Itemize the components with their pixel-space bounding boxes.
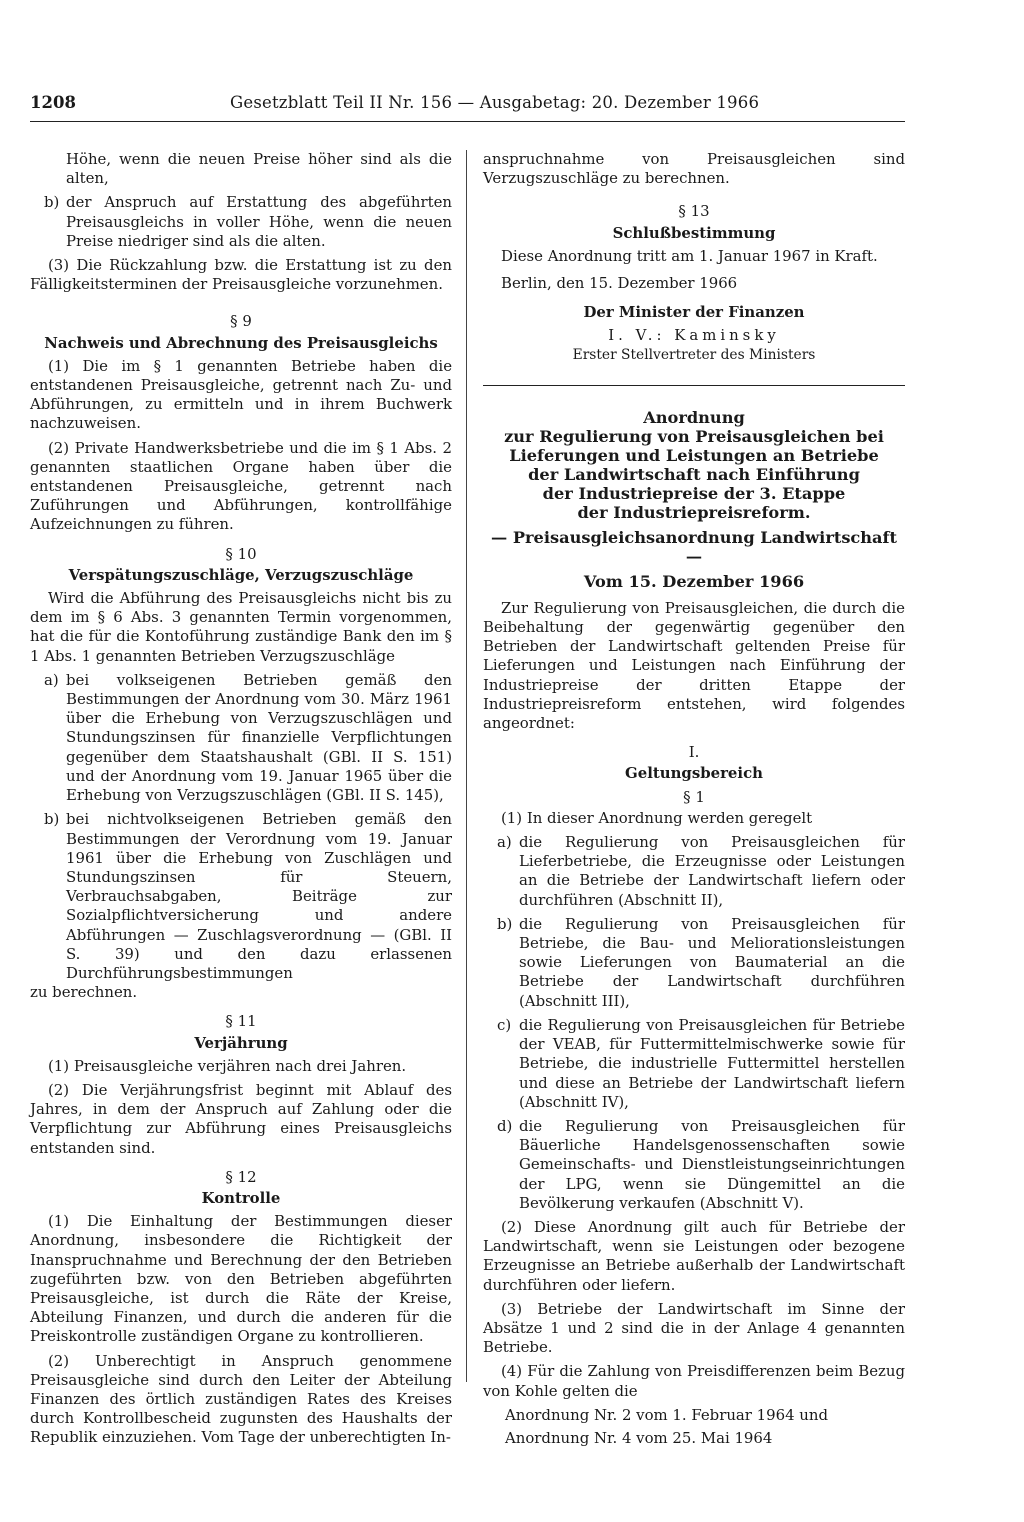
list-item [30, 193, 452, 251]
section-heading: Verspätungszuschläge, Verzugszuschläge [68, 565, 414, 584]
section-number: § 10 [225, 544, 257, 563]
reference-line: Anordnung Nr. 2 vom 1. Februar 1964 und [505, 1405, 828, 1424]
item-label: d) [497, 1116, 513, 1135]
item-label: a) [44, 670, 59, 689]
item-text: bei volkseigenen Betrieben gemäß den Bestimmungen der Anordnung vom 30. März 1961 über die Erhebung von Verzugszuschlägen und Stundungszinsen für finanzielle Verpflichtungen gegenüber dem Staatshaushalt (GBl. II S. 151) und der Anordnung vom 19. Januar 1965 über die Erhebung von Verzugszuschlägen (GBl. II S. 145), [66, 670, 452, 805]
paragraph: (2) Unberechtigt in Anspruch genommene Preisausgleiche sind durch den Leiter der Abteilung Finanzen des örtlich zuständigen Rates des Kreises durch Kontrollbescheid zugunsten des Haushalts der Republik einzuziehen. Vom Tage der unberechtigten In- [30, 1351, 452, 1447]
paragraph: (2) Private Handwerksbetriebe und die im § 1 Abs. 2 genannten staatlichen Organe haben über die entstandenen Preisausgleiche, getrennt nach Zuführungen und Abführungen, kontrollfähige Aufzeichnungen zu führen. [30, 438, 452, 534]
list-item [483, 833, 905, 910]
section-heading: Nachweis und Abrechnung des Preisausgleichs [44, 333, 438, 352]
reference-line: Anordnung Nr. 4 vom 25. Mai 1964 [505, 1428, 773, 1447]
paragraph: (1) Die im § 1 genannten Betriebe haben die entstandenen Preisausgleiche, getrennt nach Zu- und Abführungen, zu ermitteln und in ihrem Buchwerk nachzuweisen. [30, 356, 452, 433]
list-item [483, 915, 905, 1011]
list-item [483, 1016, 905, 1112]
item-text: die Regulierung von Preisausgleichen für Betriebe, die Bau- und Meliorationsleistungen sowie Lieferungen von Baumaterial an die Betriebe der Landwirtschaft durchführen (Abschnitt III), [519, 914, 905, 1010]
preamble: Zur Regulierung von Preisausgleichen, die durch die Beibehaltung der gegenwärtig gegenüber den Betrieben der Landwirtschaft geltenden Preise für Lieferungen und Leistungen nach Einführung der Industriepreise der dritten Etappe der Industriepreisreform entstehen, wird folgendes angeordnet: [483, 598, 905, 733]
paragraph: (2) Diese Anordnung gilt auch für Betriebe der Landwirtschaft, wenn sie Leistungen oder bezogene Erzeugnisse an Betriebe außerhalb der Landwirtschaft durchführen oder liefern. [483, 1217, 905, 1294]
page-header [30, 93, 905, 117]
item-text: die Regulierung von Preisausgleichen für Bäuerliche Handelsgenossenschaften sowie Gemeinschafts- und Dienstleistungseinrichtungen der LPG, wenn sie Düngemittel an die Bevölkerung verkaufen (Abschnitt V). [519, 1116, 905, 1212]
header-rule [30, 121, 905, 122]
paragraph: (3) Die Rückzahlung bzw. die Erstattung ist zu den Fälligkeitsterminen der Preisausgleiche vorzunehmen. [30, 256, 452, 294]
page-number: 1208 [30, 93, 76, 112]
section-heading: Verjährung [194, 1033, 288, 1052]
title-line: Lieferungen und Leistungen an Betriebe [509, 445, 879, 465]
item-a-continuation: Höhe, wenn die neuen Preise höher sind als die alten, [66, 150, 452, 188]
item-text: die Regulierung von Preisausgleichen für Lieferbetriebe, die Erzeugnisse oder Leistungen an die Betriebe der Landwirtschaft liefern oder durchführen (Abschnitt II), [519, 833, 905, 909]
signatory-title: Der Minister der Finanzen [583, 303, 805, 322]
paragraph: (1) Die Einhaltung der Bestimmungen dieser Anordnung, insbesondere die Richtigkeit der Inanspruchnahme und Berechnung der den Betrieben zugeführten bzw. von den Betrieben abgeführten Preisausgleiche, ist durch die Räte der Kreise, Abteilung Finanzen, und durch die anderen für die Preiskontrolle zuständigen Organe zu kontrollieren. [30, 1212, 452, 1346]
decree-title [483, 408, 905, 591]
paragraph: (2) Die Verjährungsfrist beginnt mit Ablauf des Jahres, in dem der Anspruch auf Zahlung oder die Verpflichtung zur Abführung eines Preisausgleichs entstanden sind. [30, 1080, 452, 1157]
item-label: b) [44, 193, 60, 212]
item-label: a) [497, 833, 512, 852]
part-heading: Geltungsbereich [625, 764, 763, 783]
section-heading: Kontrolle [201, 1188, 281, 1207]
item-text: bei nichtvolkseigenen Betrieben gemäß den Bestimmungen der Verordnung vom 19. Januar 1961 über die Erhebung von Zuschlägen und Stundungszinsen für Steuern, Verbrauchsabgaben, Beiträge zur Sozialpflichtversicherung und andere Abführungen — Zuschlagsverordnung — (GBl. II S. 39) und den dazu erlassenen Durchführungsbestimmungen [66, 810, 452, 982]
right-column [483, 150, 905, 1448]
signatory-name: I. V.: Kaminsky [608, 326, 780, 345]
item-text: die Regulierung von Preisausgleichen für Betriebe der VEAB, für Futtermittelmischwerke sowie für Betriebe, die industrielle Futtermittel herstellen und diese an Betriebe der Landwirtschaft liefern (Abschnitt IV), [519, 1015, 905, 1111]
signatory-role: Erster Stellvertreter des Ministers [572, 346, 816, 363]
place-and-date: Berlin, den 15. Dezember 1966 [501, 274, 738, 293]
item-label: c) [497, 1015, 512, 1034]
paragraph-continuation: anspruchnahme von Preisausgleichen sind Verzugszuschläge zu berechnen. [483, 150, 905, 188]
item-label: b) [497, 914, 513, 933]
title-line: der Landwirtschaft nach Einführung [528, 464, 860, 484]
column-divider [466, 150, 467, 1382]
paragraph: (1) In dieser Anordnung werden geregelt [501, 808, 813, 827]
part-number: I. [688, 743, 700, 762]
paragraph: (1) Preisausgleiche verjähren nach drei Jahren. [48, 1056, 407, 1075]
section-number: § 11 [225, 1012, 257, 1031]
title-line: Anordnung [643, 407, 745, 427]
list-item [483, 1117, 905, 1213]
short-title: — Preisausgleichsanordnung Landwirtschaft — [491, 527, 897, 566]
title-line: der Industriepreise der 3. Etappe [542, 483, 846, 503]
section-number: § 9 [230, 312, 252, 331]
item-text: der Anspruch auf Erstattung des abgeführten Preisausgleichs in voller Höhe, wenn die neuen Preise niedriger sind als die alten. [66, 193, 452, 250]
title-line: der Industriepreisreform. [577, 502, 811, 522]
section-heading: Schlußbestimmung [612, 223, 776, 242]
paragraph: (3) Betriebe der Landwirtschaft im Sinne der Absätze 1 und 2 sind die in der Anlage 4 genannten Betriebe. [483, 1299, 905, 1357]
title-line: zur Regulierung von Preisausgleichen bei [504, 426, 884, 446]
gazette-title: Gesetzblatt Teil II Nr. 156 — Ausgabetag: 20. Dezember 1966 [230, 93, 760, 112]
list-item [30, 671, 452, 805]
section-number: § 12 [225, 1167, 257, 1186]
list-item [30, 810, 452, 983]
paragraph: zu berechnen. [30, 983, 138, 1002]
section-number: § 1 [683, 787, 705, 806]
paragraph: (4) Für die Zahlung von Preisdifferenzen beim Bezug von Kohle gelten die [483, 1362, 905, 1400]
paragraph: Wird die Abführung des Preisausgleichs nicht bis zu dem im § 6 Abs. 3 genannten Termin vorgenommen, hat die für die Kontoführung zuständige Bank den im § 1 Abs. 1 genannten Betrieben Verzugszuschläge [30, 589, 452, 665]
section-separator [483, 385, 905, 386]
item-label: b) [44, 810, 60, 829]
decree-date: Vom 15. Dezember 1966 [583, 571, 805, 591]
section-number: § 13 [678, 202, 710, 221]
left-column [30, 150, 452, 1448]
paragraph: Diese Anordnung tritt am 1. Januar 1967 in Kraft. [501, 246, 878, 265]
